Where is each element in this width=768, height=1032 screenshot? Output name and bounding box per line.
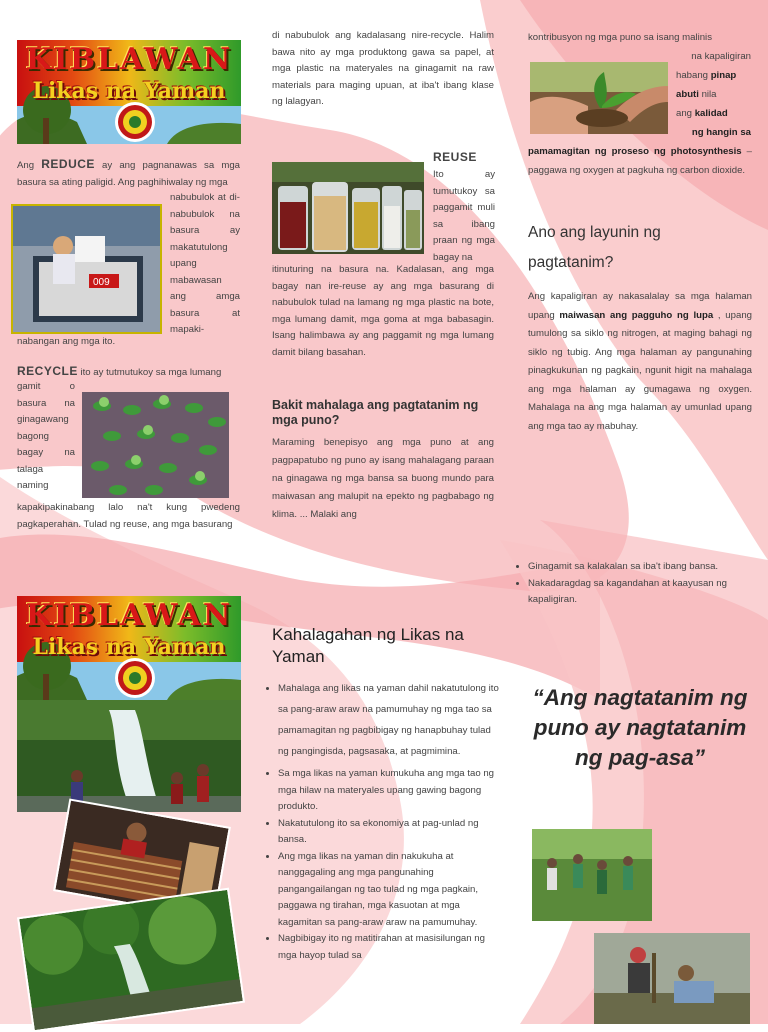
photosynthesis-text: pamamagitan ng proseso ng photosynthesis – paggawa ng oxygen at pagkuha ng carbon dioxide. xyxy=(528,146,752,176)
recycle-intro: RECYCLE ito ay tutmutukoy sa mga lumang xyxy=(17,364,222,378)
recycle-keyword: RECYCLE xyxy=(17,364,78,378)
panel-left-top xyxy=(0,0,250,540)
glass-jars-photo xyxy=(272,162,424,254)
svg-text:009: 009 xyxy=(93,277,110,288)
reduce-intro: Ang REDUCE ay ang pagnanawas sa mga basura sa ating paligid. Ang paghihiwalay ng mga xyxy=(17,157,240,188)
kiblawan-banner-bottom xyxy=(17,596,241,700)
recycle-text-end: kapakipakinabang lalo na't kung pwedeng pagkaperahan. Tulad ng reuse, ang mga basurang xyxy=(17,502,240,530)
panel-right-bottom xyxy=(510,555,768,1024)
goal-heading: Ano ang layunin ng pagtatanim? xyxy=(528,224,661,271)
banner-title: KIBLAWAN xyxy=(25,598,233,633)
goal-text: Ang kapaligiran ay nakasalalay sa mga halaman upang maiwasan ang pagguho ng lupa , upang tumulong sa siklo ng nitrogen, at maging bahagi ng siklo ng tubig. Ang mga halaman ay pangunahing pinagkukunan ng pagkain, ngunit higit na mahalaga ang mga halaman ay gumagawa ng oxygen. Mahalaga na ang mga halaman ay umunlad upang ang mga tao ay mabuhay. xyxy=(528,291,752,432)
banner-subtitle: Likas na Yaman xyxy=(32,634,226,660)
trees-contribution-text: kontribusyon ng mga puno sa isang malinis xyxy=(528,32,712,43)
reduce-text-end: nabangan ang mga ito. xyxy=(17,336,116,347)
panel-left-bottom xyxy=(0,590,250,1024)
recycle-text-left: gamit o basura na ginagawang bagong bagay na talaga naming xyxy=(17,381,75,491)
panel-middle-top xyxy=(262,0,502,540)
planting-quote: “Ang nagtatanim ng puno ay nagtatanim ng pag-asa” xyxy=(532,685,748,770)
importance-heading: Kahalagahan ng Likas na Yaman xyxy=(272,625,464,666)
bottle-garden-photo xyxy=(82,392,229,498)
uses-list xyxy=(512,559,756,609)
recycling-bins-photo xyxy=(11,204,162,334)
uses-item: • Ginagamit sa kalakalan sa iba't ibang bansa. xyxy=(528,559,756,576)
panel-right-top xyxy=(520,0,768,540)
uses-item: • Nakadaragdag sa kagandahan at kaayusan ng kapaligiran. xyxy=(528,576,756,609)
panel-middle-bottom xyxy=(262,590,502,1024)
why-plant-heading: Bakit mahalaga ang pagtatanim ng mga puno? xyxy=(272,398,479,427)
reuse-keyword: REUSE xyxy=(433,150,477,164)
reuse-text-right: Ito ay tumutukoy sa paggamit muli sa ibang praan ng mga bagay na xyxy=(433,169,495,263)
importance-item: • Sa mga likas na yaman kumukuha ang mga tao ng mga hilaw na materyales upang gawing bagong produkto. xyxy=(278,766,504,816)
kiblawan-banner xyxy=(17,40,241,144)
men-planting-tree-photo xyxy=(594,933,750,1024)
reuse-text-end: itinuturing na basura na. Kadalasan, ang mga bagay nan ire-reuse ay ang mga basurang di nabubulok tulad na lamang ng mga plastic na bote, mga lumang damit, mga goma at mga babasagin. Isang halimbawa ay ang paggamit ng mga lumang damit bilang basahan. xyxy=(272,264,494,358)
importance-item: • Nakatutulong ito sa ekonomiya at pag-unlad ng bansa. xyxy=(278,816,504,849)
jungle-stream-photo xyxy=(17,888,245,1032)
banner-subtitle: Likas na Yaman xyxy=(32,78,226,104)
recycle-continued-text: di nabubulok ang kadalasang nire-recycle. Halim bawa nito ay mga produktong gawa sa papel, at mga plastic na materyales na ginagamit na raw materials para maging upuan, at iba't ibang klase ng lalagyan. xyxy=(272,30,494,107)
waterfall-photo xyxy=(17,700,241,812)
why-plant-text: Maraming benepisyo ang mga puno at ang pagpapatubo ng puno ay isang mahalagang paraan na ginagawa ng mga bansa sa buong mundo para maiwasan ang malupit na epekto ng pagbabago ng klima. ... Malaki ang xyxy=(272,437,494,520)
reduce-text-right: nabubulok at di-nabubulok na basura ay makatutulong upang mabawasan ang amga basura at mapaki- xyxy=(170,192,240,335)
importance-item: • Nagbibigay ito ng matitirahan at masisilungan ng mga hayop tulad sa xyxy=(278,931,504,964)
importance-item: • Ang mga likas na yaman din nakukuha at nanggagaling ang mga pangunahing pangangailangan ng tao tulad ng mga pagkain, paggawa ng tirahan, mga kasuotan at mga kagamitan sa pang-araw araw na pamumuhay. xyxy=(278,849,504,932)
importance-item: • Mahalaga ang likas na yaman dahil nakatutulong ito sa pang-araw araw na pamumuhay ng mga tao sa pamamagitan ng pagbibigay ng hanapbuhay tulad ng pangingisda, pagsasaka, at pagmimina. xyxy=(278,678,504,762)
volunteers-planting-photo xyxy=(532,829,652,921)
trees-contribution-right: na kapaligiran habang pinap abuti nila ang kalidad ng hangin sa xyxy=(676,51,751,138)
importance-list xyxy=(262,678,504,964)
hands-planting-seedling-photo xyxy=(530,62,668,134)
banner-title: KIBLAWAN xyxy=(25,42,233,77)
reduce-keyword: REDUCE xyxy=(41,157,95,171)
